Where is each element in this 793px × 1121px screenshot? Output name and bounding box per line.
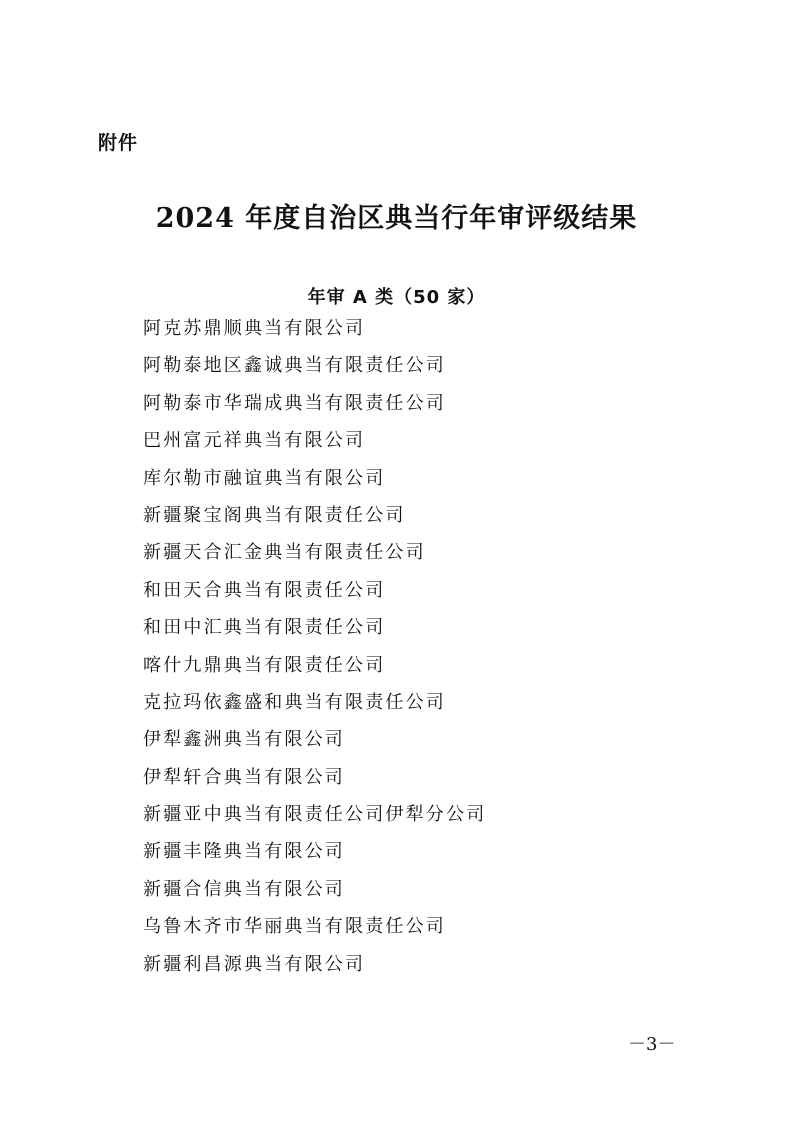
list-item: 伊犁轩合典当有限公司 bbox=[143, 766, 345, 788]
list-item: 新疆利昌源典当有限公司 bbox=[143, 953, 366, 975]
list-item: 克拉玛依鑫盛和典当有限责任公司 bbox=[143, 691, 446, 713]
attachment-label: 附件 bbox=[98, 132, 139, 154]
company-list bbox=[143, 314, 486, 987]
list-item: 乌鲁木齐市华丽典当有限责任公司 bbox=[143, 916, 446, 938]
list-item: 新疆亚中典当有限责任公司伊犁分公司 bbox=[143, 804, 487, 826]
list-item: 阿勒泰地区鑫诚典当有限责任公司 bbox=[143, 355, 446, 377]
list-item: 库尔勒市融谊典当有限公司 bbox=[143, 467, 386, 489]
list-item: 和田天合典当有限责任公司 bbox=[143, 579, 386, 601]
list-item: 阿勒泰市华瑞成典当有限责任公司 bbox=[143, 392, 446, 414]
section-heading: 年审 A 类（50 家） bbox=[307, 287, 486, 308]
document-title: 2024 年度自治区典当行年审评级结果 bbox=[155, 203, 638, 234]
page-number: －3－ bbox=[628, 1034, 676, 1055]
list-item: 和田中汇典当有限责任公司 bbox=[143, 617, 386, 639]
list-item: 喀什九鼎典当有限责任公司 bbox=[143, 654, 386, 676]
list-item: 新疆聚宝阁典当有限责任公司 bbox=[143, 504, 406, 526]
list-item: 阿克苏鼎顺典当有限公司 bbox=[143, 318, 366, 339]
list-item: 新疆天合汇金典当有限责任公司 bbox=[143, 542, 426, 564]
list-item: 新疆合信典当有限公司 bbox=[143, 878, 345, 900]
list-item: 巴州富元祥典当有限公司 bbox=[143, 430, 366, 452]
list-item: 伊犁鑫洲典当有限公司 bbox=[143, 729, 345, 751]
list-item: 新疆丰隆典当有限公司 bbox=[143, 841, 345, 863]
